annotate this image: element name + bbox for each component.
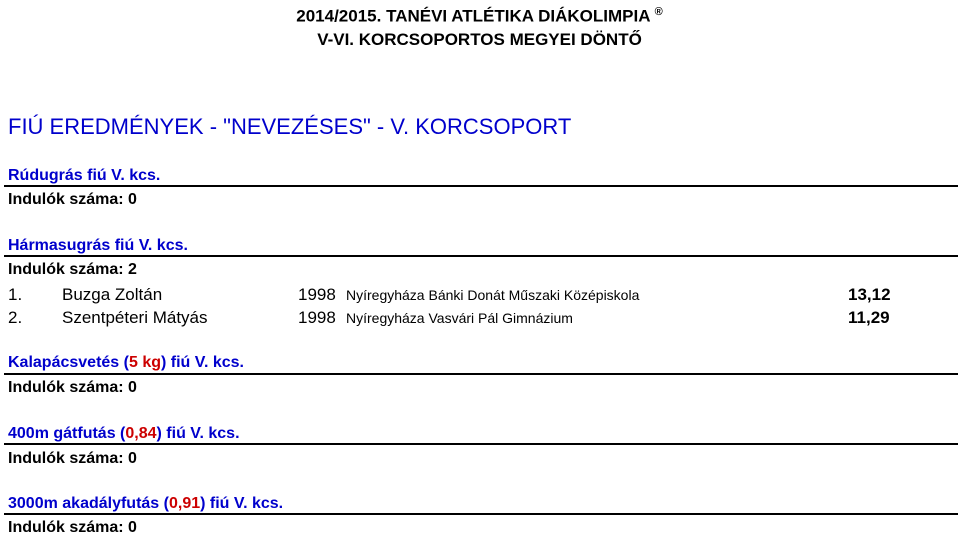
event-divider — [4, 443, 958, 445]
event-divider — [4, 185, 958, 187]
participant-count: Indulók száma: 0 — [8, 379, 137, 396]
birth-year: 1998 — [298, 285, 336, 304]
event-divider — [4, 513, 958, 515]
participant-count: Indulók száma: 0 — [8, 519, 137, 536]
school-name: Nyíregyháza Bánki Donát Műszaki Középiskola — [346, 287, 640, 303]
result-place: 1. — [8, 285, 23, 304]
event-spec-highlight: 0,84 — [125, 425, 157, 442]
athlete-name: Szentpéteri Mátyás — [62, 308, 208, 327]
athlete-name: Buzga Zoltán — [62, 285, 163, 304]
event-title-text: Kalapácsvetés ( — [8, 354, 129, 371]
event-title-text: ) fiú V. kcs. — [160, 354, 244, 371]
event-title-3000m-akadalyfutas — [8, 495, 283, 513]
title-line-1: 2014/2015. TANÉVI ATLÉTIKA DIÁKOLIMPIA — [296, 6, 650, 26]
document-subtitle: V-VI. KORCSOPORTOS MEGYEI DÖNTŐ — [317, 30, 642, 49]
event-divider — [4, 255, 958, 257]
event-spec-highlight: 5 kg — [128, 354, 161, 371]
document-title — [0, 6, 959, 27]
result-value: 11,29 — [848, 308, 890, 327]
participant-count: Indulók száma: 2 — [8, 261, 137, 278]
event-divider — [4, 373, 958, 375]
result-value: 13,12 — [848, 285, 891, 304]
event-title-text: ) fiú V. kcs. — [156, 425, 240, 442]
event-title-rudugras: Rúdugrás fiú V. kcs. — [8, 167, 161, 184]
event-title-harmasugras: Hármasugrás fiú V. kcs. — [8, 237, 188, 254]
birth-year: 1998 — [298, 308, 336, 327]
event-title-400m-gatfutas — [8, 425, 240, 443]
registered-mark: ® — [654, 6, 663, 18]
event-spec-highlight: 0,91 — [168, 495, 201, 512]
result-place: 2. — [8, 308, 23, 327]
participant-count: Indulók száma: 0 — [8, 191, 137, 208]
event-title-text: ) fiú V. kcs. — [200, 495, 284, 512]
school-name: Nyíregyháza Vasvári Pál Gimnázium — [346, 310, 573, 326]
event-title-kalapacsvetes — [8, 354, 244, 372]
event-title-text: 3000m akadályfutás ( — [8, 495, 169, 512]
results-heading: FIÚ EREDMÉNYEK - "NEVEZÉSES" - V. KORCSOPORT — [8, 114, 572, 139]
event-title-text: 400m gátfutás ( — [8, 425, 126, 442]
participant-count: Indulók száma: 0 — [8, 450, 137, 467]
